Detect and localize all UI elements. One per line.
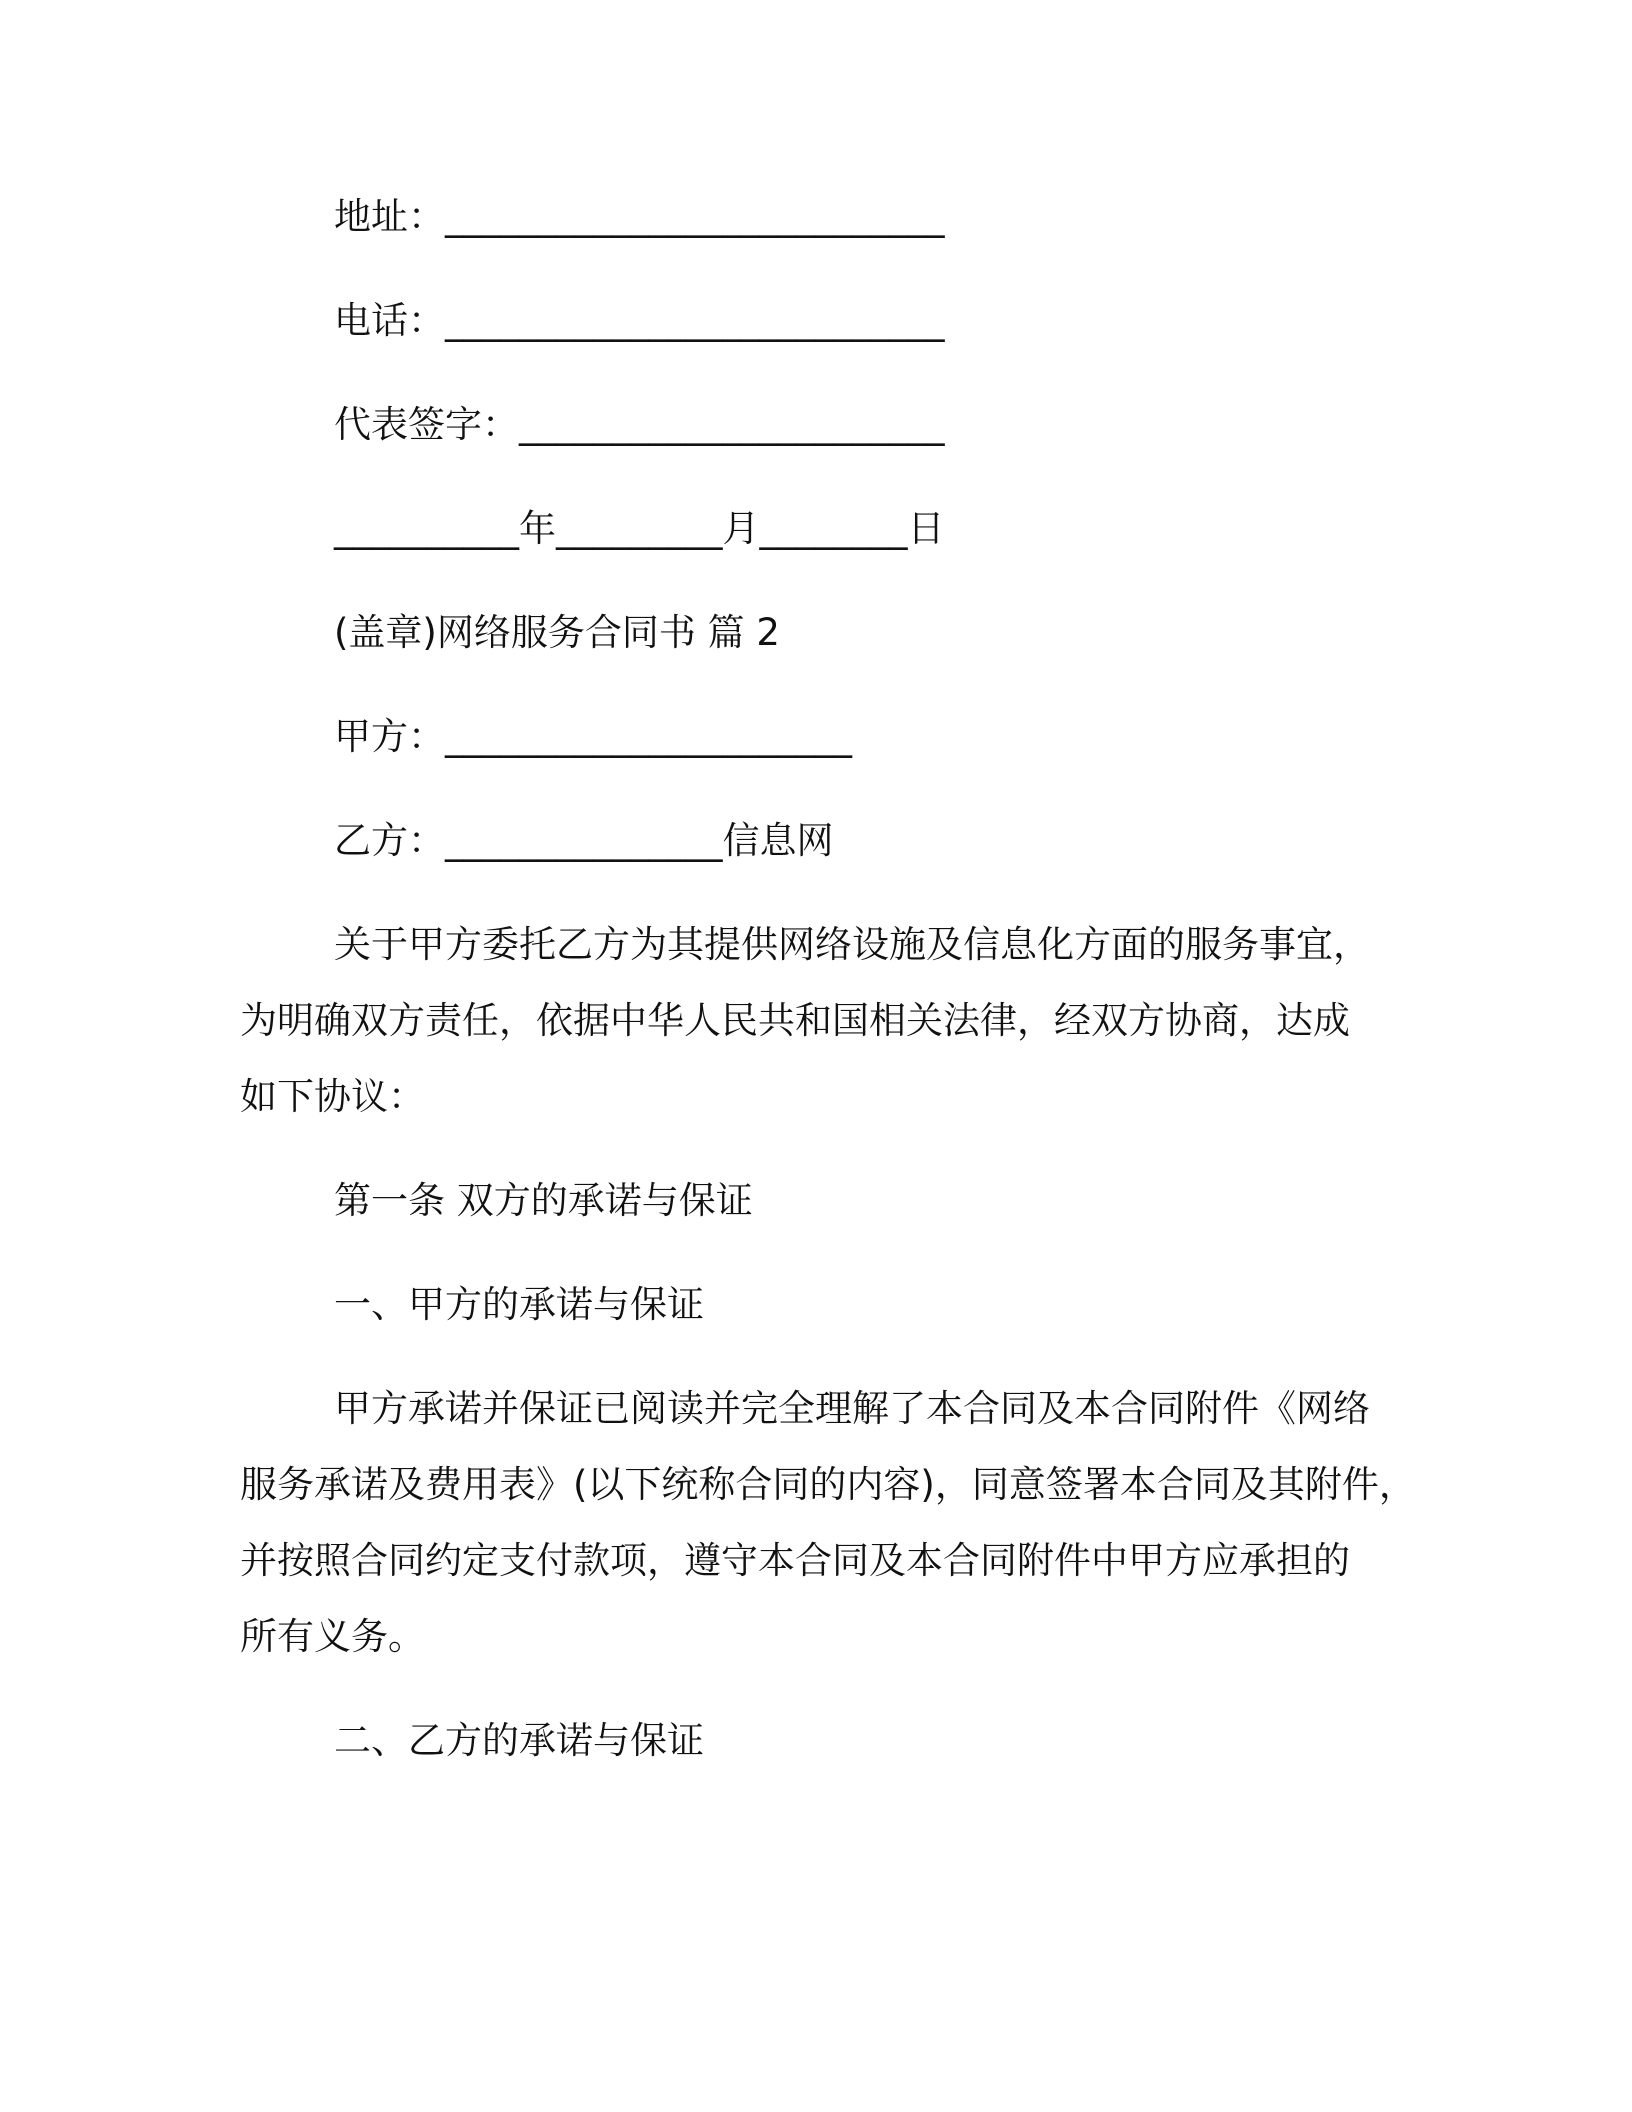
party-b-field: 乙方：_______________信息网 (334, 819, 834, 862)
clause-1-line-4: 所有义务。 (240, 1615, 425, 1658)
phone-field: 电话：___________________________ (334, 299, 945, 342)
party-a-field: 甲方：______________________ (334, 715, 852, 758)
clause-1-line-3: 并按照合同约定支付款项，遵守本合同及本合同附件中甲方应承担的 (240, 1539, 1350, 1582)
clause-1-title: 一、甲方的承诺与保证 (334, 1283, 704, 1326)
address-field: 地址：___________________________ (334, 195, 945, 238)
section-heading: (盖章)网络服务合同书 篇 2 (334, 611, 780, 654)
intro-line-3: 如下协议： (240, 1075, 425, 1118)
clause-1-line-1: 甲方承诺并保证已阅读并完全理解了本合同及本合同附件《网络 (334, 1387, 1370, 1430)
clause-2-title: 二、乙方的承诺与保证 (334, 1719, 704, 1762)
article-1-title: 第一条 双方的承诺与保证 (334, 1179, 753, 1222)
intro-line-2: 为明确双方责任，依据中华人民共和国相关法律，经双方协商，达成 (240, 999, 1350, 1042)
clause-1-line-2: 服务承诺及费用表》(以下统称合同的内容)，同意签署本合同及其附件， (240, 1463, 1416, 1506)
intro-line-1: 关于甲方委托乙方为其提供网络设施及信息化方面的服务事宜， (334, 923, 1370, 966)
date-field: __________年_________月________日 (334, 507, 945, 550)
signature-field: 代表签字：_______________________ (334, 403, 945, 446)
